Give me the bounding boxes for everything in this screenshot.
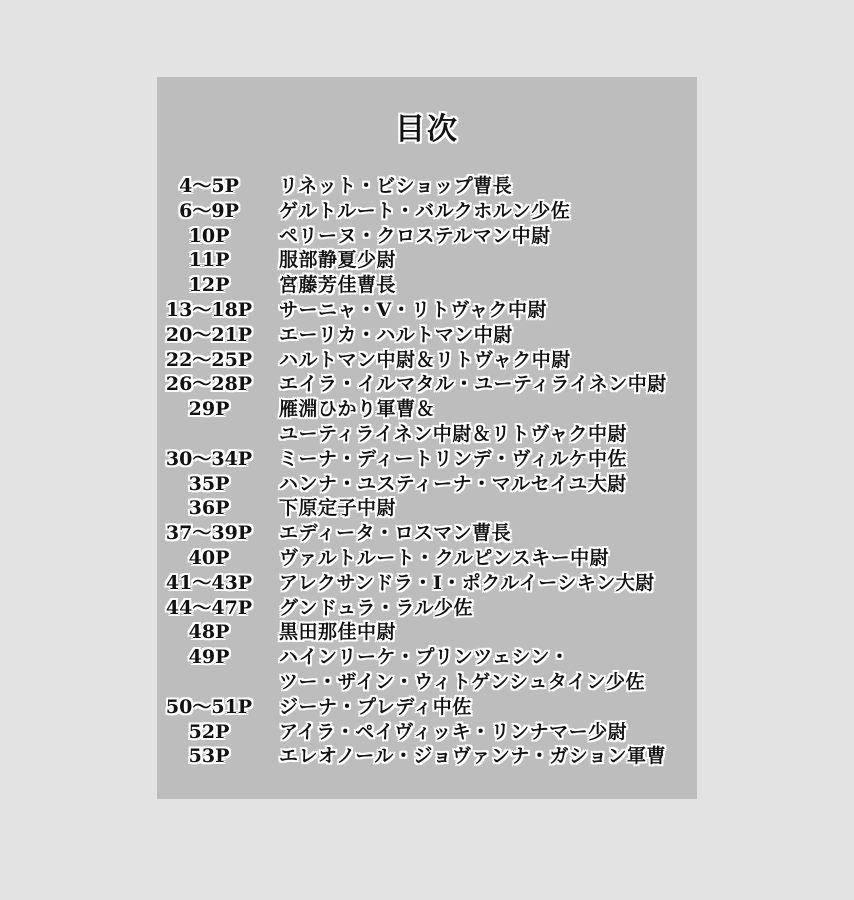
toc-page: 52P (188, 720, 230, 743)
toc-name: ツー・ザイン・ウィトゲンシュタイン少佐 (279, 670, 646, 693)
toc-entry (0, 372, 854, 397)
toc-list (0, 174, 854, 769)
toc-name: グンドュラ・ラル少佐 (279, 596, 473, 619)
toc-entry (0, 397, 854, 422)
toc-name: アイラ・ペイヴィッキ・リンナマー少尉 (279, 720, 628, 743)
toc-entry (0, 348, 854, 373)
toc-name: 雁淵ひかり軍曹＆ (279, 398, 436, 421)
toc-name: ユーティライネン中尉＆リトヴャク中尉 (279, 422, 627, 445)
toc-name: ゲルトルート・バルクホルン少佐 (279, 199, 571, 222)
toc-name: ヴァルトルート・クルピンスキー中尉 (279, 546, 610, 569)
toc-entry (0, 521, 854, 546)
toc-name: 宮藤芳佳曹長 (279, 274, 397, 297)
toc-name: ハンナ・ユスティーナ・マルセイユ大尉 (279, 472, 627, 495)
toc-page: 11P (188, 249, 230, 272)
toc-entry-continued (0, 670, 854, 695)
toc-name: ペリーヌ・クロステルマン中尉 (279, 224, 551, 247)
toc-page: 20～21P (165, 323, 253, 346)
toc-entry (0, 298, 854, 323)
toc-name: エディータ・ロスマン曹長 (279, 522, 512, 545)
toc-entry (0, 645, 854, 670)
toc-entry (0, 224, 854, 249)
toc-page: 30～34P (165, 447, 253, 470)
toc-page: 36P (188, 497, 230, 520)
toc-page: 6～9P (179, 199, 239, 222)
toc-page: 50～51P (165, 695, 253, 718)
toc-entry (0, 199, 854, 224)
toc-page: 41～43P (165, 571, 253, 594)
toc-name: 服部静夏少尉 (279, 249, 397, 272)
toc-page: 35P (188, 472, 230, 495)
toc-name: エレオノール・ジョヴァンナ・ガション軍曹 (279, 745, 666, 768)
toc-entry (0, 248, 854, 273)
toc-name: ミーナ・ディートリンデ・ヴィルケ中佐 (279, 447, 627, 470)
toc-entry (0, 472, 854, 497)
toc-name: ジーナ・プレディ中佐 (279, 695, 472, 718)
page-title: 目次 (395, 112, 459, 147)
toc-entry (0, 571, 854, 596)
toc-name: リネット・ビショップ曹長 (279, 175, 513, 197)
toc-entry (0, 496, 854, 521)
toc-page: 12P (188, 274, 230, 297)
toc-entry (0, 620, 854, 645)
toc-entry (0, 744, 854, 769)
toc-page: 44～47P (165, 596, 253, 619)
toc-name: サーニャ・V・リトヴャク中尉 (279, 298, 547, 321)
toc-name: 黒田那佳中尉 (279, 621, 397, 644)
toc-name: エーリカ・ハルトマン中尉 (279, 323, 513, 346)
toc-entry (0, 546, 854, 571)
toc-entry-continued (0, 422, 854, 447)
toc-name: アレクサンドラ・I・ポクルイーシキン大尉 (279, 571, 655, 594)
toc-name: ハインリーケ・プリンツェシン・ (279, 646, 570, 669)
toc-entry (0, 596, 854, 621)
toc-page: 22～25P (165, 348, 253, 371)
toc-name: ハルトマン中尉＆リトヴャク中尉 (279, 348, 571, 371)
toc-page: 26～28P (165, 373, 253, 396)
toc-name: 下原定子中尉 (279, 497, 397, 520)
toc-page: 40P (188, 546, 230, 569)
toc-entry (0, 447, 854, 472)
toc-page: 37～39P (165, 522, 253, 545)
toc-entry (0, 695, 854, 720)
toc-page: 29P (188, 398, 230, 421)
toc-page: 4～5P (179, 175, 239, 197)
toc-page: 53P (188, 745, 230, 768)
toc-page: 49P (188, 646, 230, 669)
toc-entry (0, 273, 854, 298)
toc-page: 13～18P (165, 298, 253, 321)
toc-entry (0, 720, 854, 745)
toc-page: 48P (188, 621, 230, 644)
toc-entry (0, 174, 854, 199)
toc-entry (0, 323, 854, 348)
toc-name: エイラ・イルマタル・ユーティライネン中尉 (279, 373, 667, 396)
toc-page: 10P (188, 224, 230, 247)
